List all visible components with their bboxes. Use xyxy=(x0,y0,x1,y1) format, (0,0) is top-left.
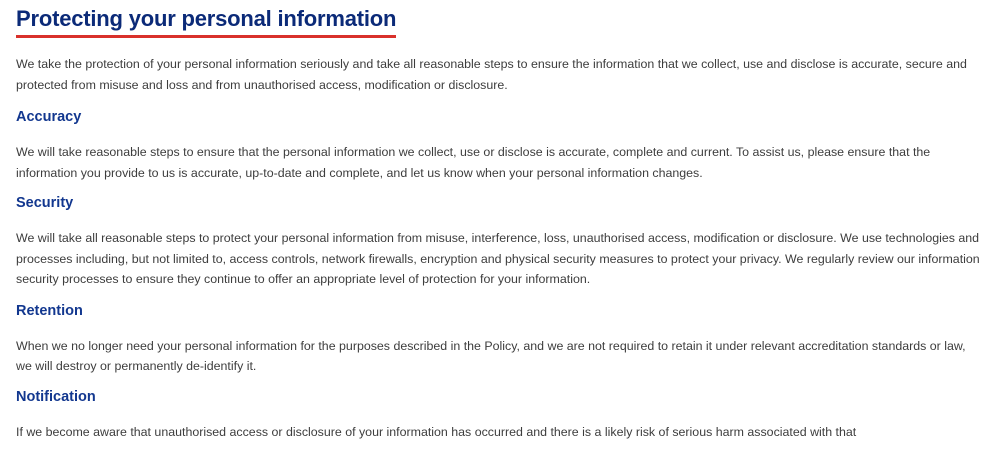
section-heading-retention: Retention xyxy=(16,302,83,319)
section-body-retention: When we no longer need your personal information for the purposes described in the Policy, and we are not required to retain it under relevant accreditation standards or law, we will destroy or permanently de-identify it. xyxy=(16,338,966,373)
intro-paragraph: We take the protection of your personal information seriously and take all reasonable steps to ensure the information that we collect, use and disclose is accurate, secure and protected from misuse and loss and from unauthorised access, modification or disclosure. xyxy=(16,57,967,92)
section-body-notification: If we become aware that unauthorised access or disclosure of your information has occurred and there is a likely risk of serious harm associated with that xyxy=(16,424,857,439)
page-title-underline xyxy=(16,0,396,38)
section-heading-accuracy: Accuracy xyxy=(16,109,82,125)
policy-content xyxy=(16,0,984,442)
section-body-accuracy: We will take reasonable steps to ensure that the personal information we collect, use or disclose is accurate, complete and current. To assist us, please ensure that the information you provide to us is accurate, up-to-date and complete, and let us know when your personal information changes. xyxy=(16,145,931,180)
page-title: Protecting your personal information xyxy=(16,6,397,31)
section-heading-notification: Notification xyxy=(16,388,96,405)
section-heading-security: Security xyxy=(16,195,74,211)
section-body-security: We will take all reasonable steps to protect your personal information from misuse, interference, loss, unauthorised access, modification or disclosure. We use technologies and processes including, but not limited to, access controls, network firewalls, encryption and physical security measures to protect your privacy. We regularly review our information security processes to ensure they continue to offer an appropriate level of protection for your information. xyxy=(16,231,980,286)
